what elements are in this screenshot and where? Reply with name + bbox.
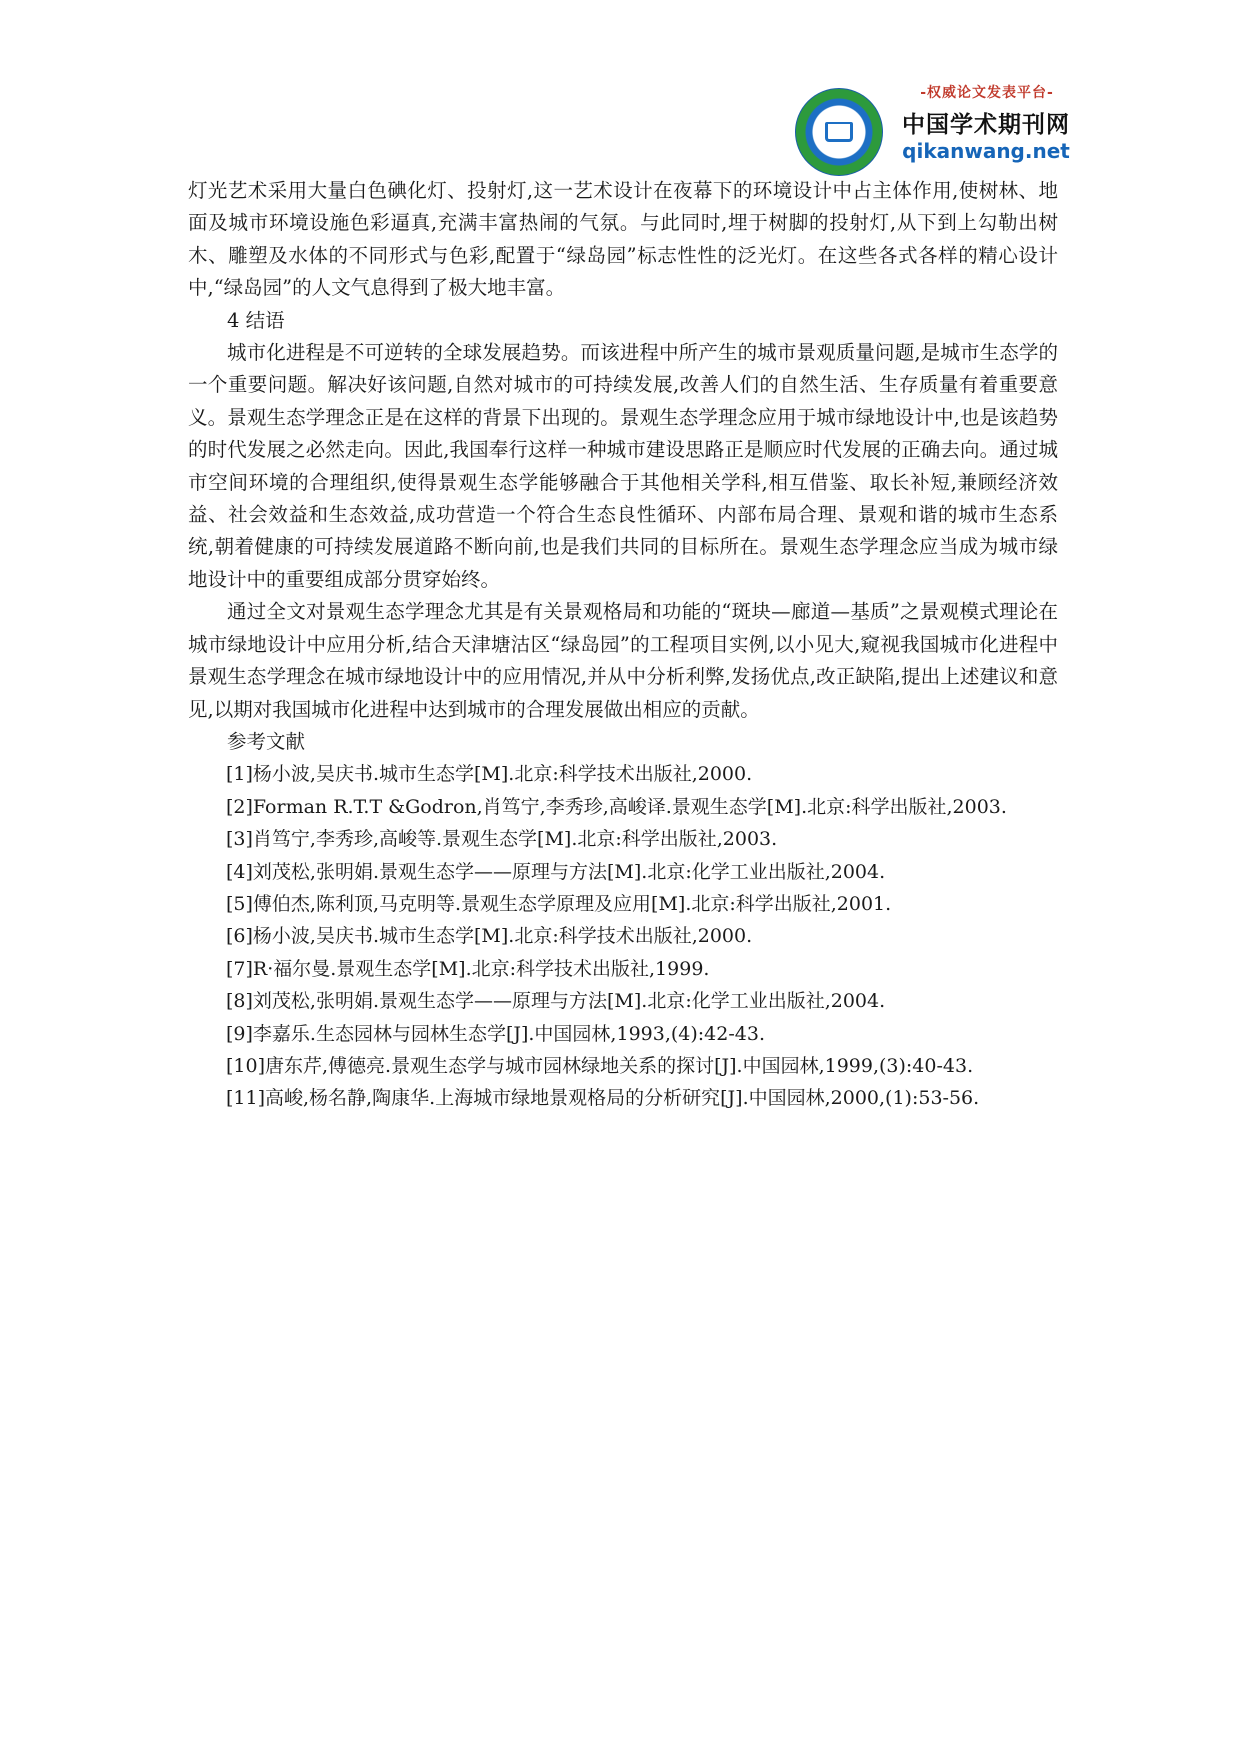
- logo-name: 中国学术期刊网: [902, 112, 1070, 138]
- document-body: [188, 175, 1058, 1115]
- paragraph-conclusion-1: 城市化进程是不可逆转的全球发展趋势。而该进程中所产生的城市景观质量问题,是城市生态学的一个重要问题。解决好该问题,自然对城市的可持续发展,改善人们的自然生活、生存质量有着重要意义。景观生态学理念正是在这样的背景下出现的。景观生态学理念应用于城市绿地设计中,也是该趋势的时代发展之必然走向。因此,我国奉行这样一种城市建设思路正是顺应时代发展的正确去向。通过城市空间环境的合理组织,使得景观生态学能够融合于其他相关学科,相互借鉴、取长补短,兼顾经济效益、社会效益和生态效益,成功营造一个符合生态良性循环、内部布局合理、景观和谐的城市生态系统,朝着健康的可持续发展道路不断向前,也是我们共同的目标所在。景观生态学理念应当成为城市绿地设计中的重要组成部分贯穿始终。: [188, 341, 1058, 591]
- reference-item: [10]唐东芹,傅德亮.景观生态学与城市园林绿地关系的探讨[J].中国园林,1999,(3):40-43.: [226, 1054, 974, 1077]
- reference-item: [2]Forman R.T.T &Godron,肖笃宁,李秀珍,高峻译.景观生态学[M].北京:科学出版社,2003.: [226, 795, 1007, 818]
- reference-item: [11]高峻,杨名静,陶康华.上海城市绿地景观格局的分析研究[J].中国园林,2000,(1):53-56.: [226, 1087, 980, 1110]
- book-seal-icon: [795, 88, 883, 176]
- reference-item: [6]杨小波,吴庆书.城市生态学[M].北京:科学技术出版社,2000.: [226, 925, 753, 948]
- site-logo: [795, 82, 1085, 174]
- reference-item: [5]傅伯杰,陈利顶,马克明等.景观生态学原理及应用[M].北京:科学出版社,2001.: [226, 892, 892, 915]
- reference-item: [1]杨小波,吴庆书.城市生态学[M].北京:科学技术出版社,2000.: [226, 763, 753, 786]
- reference-item: [9]李嘉乐.生态园林与园林生态学[J].中国园林,1993,(4):42-43.: [226, 1022, 765, 1045]
- reference-item: [4]刘茂松,张明娟.景观生态学——原理与方法[M].北京:化学工业出版社,2004.: [226, 860, 886, 883]
- paragraph-lighting: 灯光艺术采用大量白色碘化灯、投射灯,这一艺术设计在夜幕下的环境设计中占主体作用,使树林、地面及城市环境设施色彩逼真,充满丰富热闹的气氛。与此同时,埋于树脚的投射灯,从下到上勾勒出树木、雕塑及水体的不同形式与色彩,配置于“绿岛园”标志性性的泛光灯。在这些各式各样的精心设计中,“绿岛园”的人文气息得到了极大地丰富。: [188, 179, 1058, 300]
- reference-item: [8]刘茂松,张明娟.景观生态学——原理与方法[M].北京:化学工业出版社,2004.: [226, 990, 886, 1013]
- references-title: 参考文献: [227, 729, 306, 753]
- reference-item: [7]R·福尔曼.景观生态学[M].北京:科学技术出版社,1999.: [226, 957, 710, 980]
- paragraph-conclusion-2: 通过全文对景观生态学理念尤其是有关景观格局和功能的“斑块—廊道—基质”之景观模式理论在城市绿地设计中应用分析,结合天津塘沽区“绿岛园”的工程项目实例,以小见大,窥视我国城市化进程中景观生态学理念在城市绿地设计中的应用情况,并从中分析利弊,发扬优点,改正缺陷,提出上述建议和意见,以期对我国城市化进程中达到城市的合理发展做出相应的贡献。: [188, 600, 1058, 721]
- reference-list: [188, 758, 1058, 1114]
- section-heading-conclusion: 4 结语: [227, 308, 285, 332]
- logo-url: qikanwang.net: [902, 139, 1070, 163]
- logo-tagline: -权威论文发表平台-: [920, 85, 1054, 101]
- reference-item: [3]肖笃宁,李秀珍,高峻等.景观生态学[M].北京:科学出版社,2003.: [226, 828, 778, 851]
